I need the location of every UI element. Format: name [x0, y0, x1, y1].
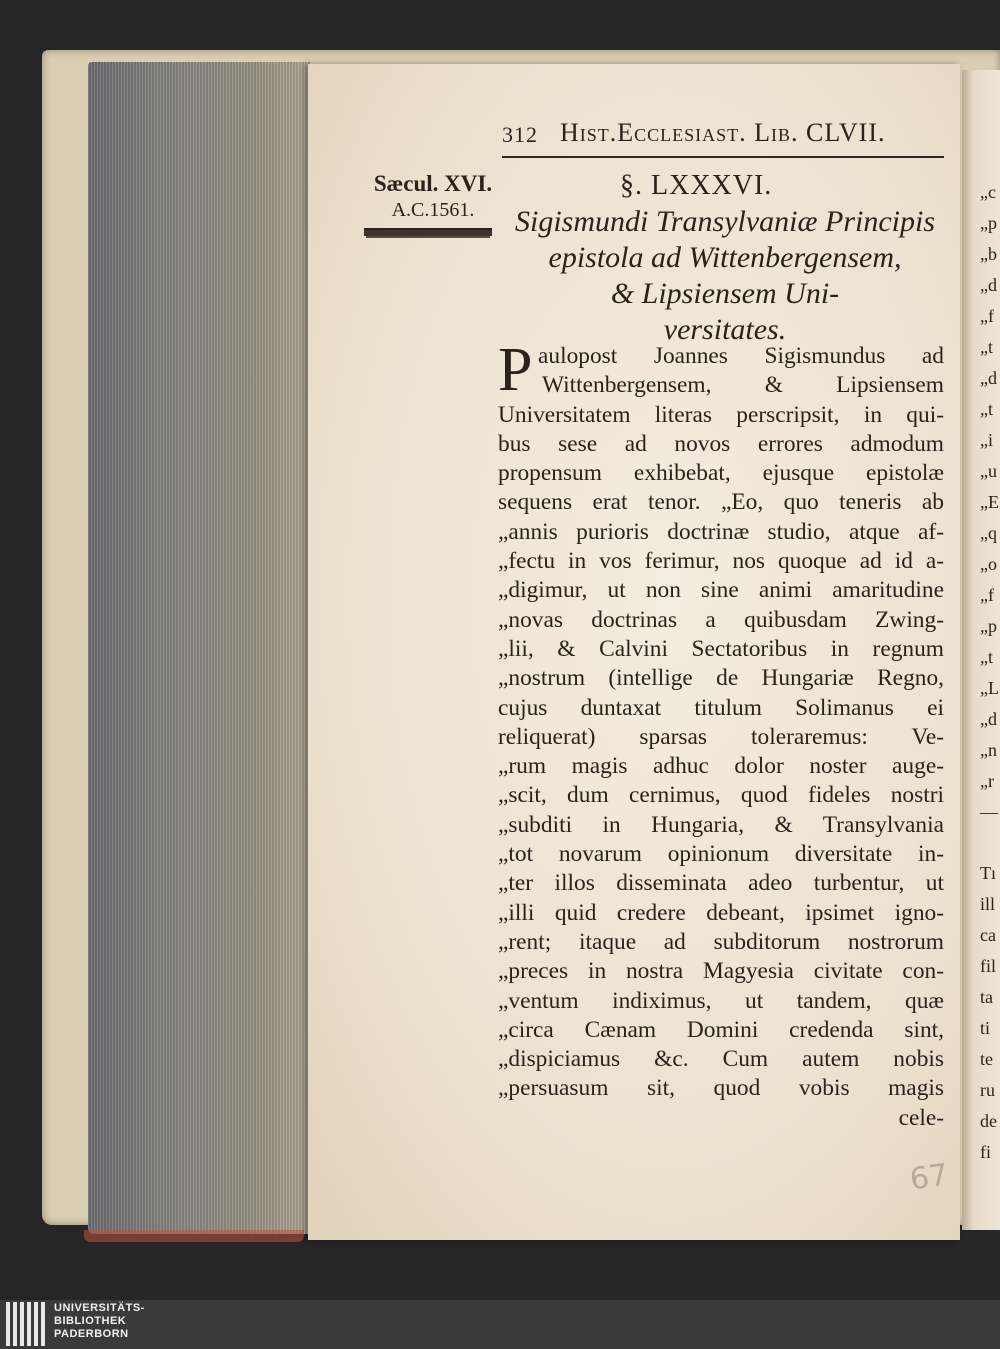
text-line: „digimur, ut non sine animi amaritudine — [498, 577, 944, 604]
running-title: Hist.Ecclesiast. Lib. CLVII. — [560, 118, 886, 147]
facing-page-fragment: te — [980, 1049, 993, 1069]
facing-page-fragment: „n — [980, 740, 997, 760]
heading-line: versitates. — [663, 313, 787, 346]
text-line: „lii, & Calvini Sectatoribus in regnum — [498, 635, 944, 662]
text-line: bus sese ad novos errores admodum — [498, 430, 944, 457]
margin-century: Sæcul. XVI. — [373, 171, 493, 196]
text-line: propensum exhibebat, ejusque epistolæ — [498, 460, 944, 487]
library-name-line: PADERBORN — [54, 1328, 129, 1340]
section-heading — [500, 204, 950, 348]
facing-page-fragment: Tı — [980, 863, 996, 883]
facing-page-fragment: „t — [980, 337, 993, 357]
running-head — [502, 118, 942, 158]
logo-bar — [27, 1302, 31, 1346]
facing-page-fragment: ti — [980, 1018, 991, 1038]
facing-page-fragment: „p — [980, 616, 997, 636]
facing-page-fragment: „i — [980, 430, 993, 450]
facing-page-fragment: „f — [980, 306, 994, 326]
facing-page-fragment: ca — [980, 925, 996, 945]
facing-page-fragment: fi — [980, 1142, 991, 1162]
section-number: §. LXXXVI. — [620, 170, 773, 201]
facing-page-fragment: „L — [980, 678, 999, 698]
heading-line: epistola ad Wittenbergensem, — [548, 241, 902, 274]
facing-page-fragment: „o — [980, 554, 997, 574]
logo-bar — [34, 1302, 38, 1346]
text-line: „rent; itaque ad subditorum nostrorum — [498, 928, 944, 955]
text-line: „dispiciamus &c. Cum autem nobis — [498, 1046, 944, 1073]
logo-bar — [41, 1302, 45, 1346]
text-line: cujus duntaxat titulum Solimanus ei — [498, 694, 944, 721]
facing-page-fragment: ill — [980, 894, 996, 914]
facing-page-fragment: „c — [980, 182, 996, 202]
facing-page-edge — [962, 70, 1000, 1230]
text-line: „novas doctrinas a quibusdam Zwing- — [498, 606, 944, 633]
facing-page-fragment: „d — [980, 368, 997, 388]
facing-page-fragment: ru — [980, 1080, 995, 1100]
page-number: 312 — [502, 122, 538, 147]
facing-page-fragment: „f — [980, 585, 994, 605]
text-line: „preces in nostra Magyesia civitate con- — [498, 958, 944, 985]
library-name-line: BIBLIOTHEK — [54, 1315, 127, 1327]
text-line: Wittenbergensem, & Lipsiensem — [542, 372, 944, 399]
text-line: „fectu in vos ferimur, nos quoque ad id a- — [498, 548, 944, 575]
text-line: „illi quid credere debeant, ipsimet igno- — [498, 899, 944, 926]
text-line: „circa Cænam Domini credenda sint, — [498, 1016, 944, 1043]
drop-capital: P — [498, 336, 533, 404]
library-logo-icon — [6, 1302, 50, 1346]
text-line: „tot novarum opinionum diversitate in- — [498, 841, 944, 868]
text-line: sequens erat tenor. „Eo, quo teneris ab — [498, 489, 944, 516]
library-name-line: UNIVERSITÄTS- — [54, 1302, 145, 1314]
facing-page-fragment: „r — [980, 771, 994, 791]
facing-page-fragment: „E — [980, 492, 999, 512]
facing-page-fragment: „u — [980, 461, 997, 481]
body-text — [498, 336, 944, 1133]
library-name — [54, 1302, 145, 1341]
text-line: „annis purioris doctrinæ studio, atque af- — [498, 518, 944, 545]
text-line: „subditi in Hungaria, & Transylvania — [498, 811, 944, 838]
margin-year: A.C.1561. — [391, 199, 475, 221]
logo-bar — [6, 1302, 10, 1346]
logo-bar — [20, 1302, 24, 1346]
facing-page-fragment: „d — [980, 275, 997, 295]
facing-page-fragment: „t — [980, 647, 993, 667]
text-line: „nostrum (intellige de Hungariæ Regno, — [498, 665, 944, 692]
facing-page-fragment: ta — [980, 987, 993, 1007]
facing-page-fragment: — — [980, 802, 998, 822]
text-line: „ventum indiximus, ut tandem, quæ — [498, 987, 944, 1014]
text-line: Universitatem literas perscripsit, in qui- — [498, 401, 944, 428]
logo-bar — [13, 1302, 17, 1346]
facing-page-fragment: „d — [980, 709, 997, 729]
heading-line: Sigismundi Transylvaniæ Principis — [514, 205, 936, 238]
heading-line: & Lipsiensem Uni- — [610, 277, 840, 310]
text-line: reliquerat) sparsas toleraremus: Ve- — [498, 723, 944, 750]
pencil-annotation: 67 — [907, 1157, 951, 1198]
text-line: aulopost Joannes Sigismundus ad — [538, 343, 944, 369]
text-line: „persuasum sit, quod vobis magis — [498, 1075, 944, 1102]
facing-page-fragment: „t — [980, 399, 993, 419]
facing-page-fragment: „p — [980, 213, 997, 233]
margin-note — [372, 170, 494, 236]
text-line: „scit, dum cernimus, quod fideles nostri — [498, 782, 944, 809]
facing-page-fragment: „b — [980, 244, 997, 264]
text-line: „rum magis adhuc dolor noster auge- — [498, 753, 944, 780]
library-footer — [0, 1300, 1000, 1349]
facing-page-fragment: fil — [980, 956, 996, 976]
header-rule — [502, 156, 944, 158]
text-line: „ter illos disseminata adeo turbentur, ut — [498, 870, 944, 897]
facing-page-fragment: de — [980, 1111, 997, 1131]
margin-rule — [364, 228, 492, 236]
facing-page-fragment: „q — [980, 523, 997, 543]
page-stack-edge — [88, 62, 310, 1234]
text-line: cele- — [898, 1104, 944, 1131]
